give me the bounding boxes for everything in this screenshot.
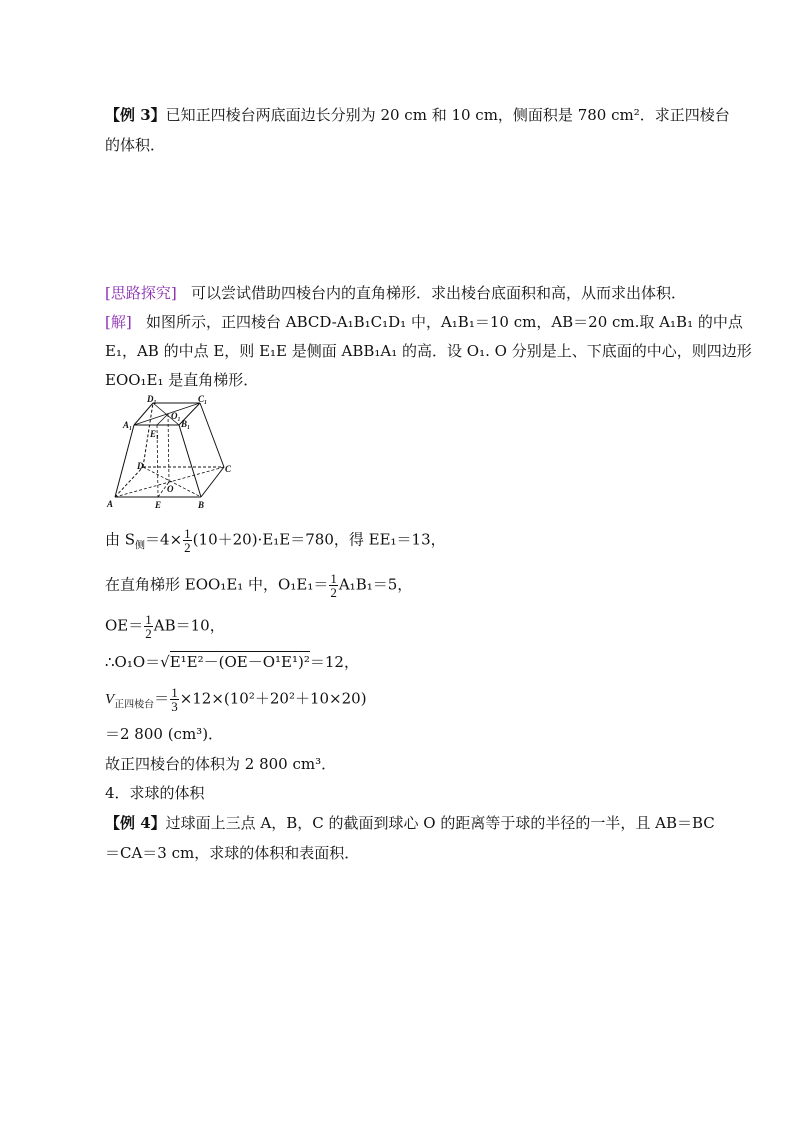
fraction-numerator: 1 (171, 685, 178, 700)
equation-6: ＝2 800 (cm³)． (105, 725, 224, 743)
example-3-line-2: 的体积． (105, 136, 166, 154)
equation-1 (105, 527, 446, 557)
solution-text-1: 如图所示，正四棱台 ABCD-A₁B₁C₁D₁ 中，A₁B₁＝10 cm，AB＝20 cm.取 A₁B₁ 的中点 (146, 313, 743, 331)
example-4-line-2: ＝CA＝3 cm，求球的体积和表面积． (105, 844, 360, 862)
fraction-denominator: 2 (184, 540, 191, 555)
equation-5 (105, 686, 367, 716)
hint-text: 可以尝试借助四棱台内的直角梯形．求出棱台底面积和高，从而求出体积． (191, 284, 687, 302)
fraction-half (329, 572, 338, 599)
fraction-denominator: 2 (330, 585, 337, 600)
eq1-subscript: 侧 (135, 540, 146, 552)
fraction-half (183, 527, 192, 554)
eq3-prefix: OE＝ (105, 616, 144, 635)
equation-4 (105, 652, 359, 672)
example-4-tag: 【例 4】 (105, 814, 166, 832)
solution-tag: [解] (105, 313, 132, 331)
eq4-suffix: ＝12， (309, 653, 359, 671)
eq1-middle: ＝4× (145, 530, 183, 549)
eq5-subscript: 正四棱台 (114, 699, 155, 711)
equation-3 (105, 613, 225, 640)
example-3-tag: 【例 3】 (105, 106, 166, 124)
example-3-question-1: 已知正四棱台两底面边长分别为 20 cm 和 10 cm，侧面积是 780 cm²．求正四棱台 (165, 106, 730, 124)
label-c: C (225, 464, 232, 474)
eq5-prefix: V (105, 691, 115, 708)
frustum-figure (105, 395, 240, 513)
label-a1: A₁ (123, 420, 133, 430)
fraction-numerator: 1 (330, 571, 337, 586)
example-3-line-1 (105, 105, 730, 125)
conclusion: 故正四棱台的体积为 2 800 cm³． (105, 755, 337, 773)
eq1-suffix: (10＋20)·E₁E＝780，得 EE₁＝13， (192, 530, 446, 549)
fraction-numerator: 1 (145, 612, 152, 627)
solution-line-3: EOO₁E₁ 是直角梯形． (105, 371, 259, 389)
label-o: O (167, 484, 174, 494)
fraction-half (144, 613, 153, 640)
eq5-suffix: ×12×(10²＋20²＋10×20) (179, 689, 367, 708)
eq4-prefix: ∴O₁O＝ (105, 653, 161, 671)
label-c1: C₁ (198, 395, 208, 404)
eq3-suffix: AB＝10， (153, 616, 225, 635)
label-o1: O₁ (171, 411, 181, 421)
fraction-numerator: 1 (184, 526, 191, 541)
fraction-third (170, 686, 179, 713)
equation-2 (105, 572, 412, 599)
eq1-prefix: 由 S (105, 530, 136, 549)
label-e1: E₁ (150, 429, 160, 439)
label-d1: D₁ (147, 395, 157, 404)
solution-line-1 (105, 312, 743, 332)
label-b1: B₁ (181, 419, 191, 429)
sqrt-radicand: E¹E²－(OE－O¹E¹)² (169, 653, 310, 671)
label-d: D (137, 461, 144, 471)
label-a: A (107, 499, 114, 509)
example-4-question-1: 过球面上三点 A，B，C 的截面到球心 O 的距离等于球的半径的一半，且 AB＝BC (165, 814, 715, 832)
label-e: E (155, 500, 162, 510)
eq2-suffix: A₁B₁＝5， (338, 575, 413, 594)
hint-tag: [思路探究] (105, 284, 177, 302)
fraction-denominator: 2 (145, 626, 152, 641)
hint-line (105, 283, 686, 303)
eq2-prefix: 在直角梯形 EOO₁E₁ 中，O₁E₁＝ (105, 575, 329, 594)
fraction-denominator: 3 (171, 699, 178, 714)
section-4-heading: 4．求球的体积 (105, 784, 205, 802)
sqrt-sign: √ (160, 653, 170, 671)
label-b: B (198, 500, 205, 510)
solution-line-2: E₁，AB 的中点 E，则 E₁E 是侧面 ABB₁A₁ 的高．设 O₁. O 分别是上、下底面的中心，则四边形 (105, 342, 752, 360)
eq5-middle: ＝ (154, 689, 170, 708)
example-4-line-1 (105, 813, 715, 833)
